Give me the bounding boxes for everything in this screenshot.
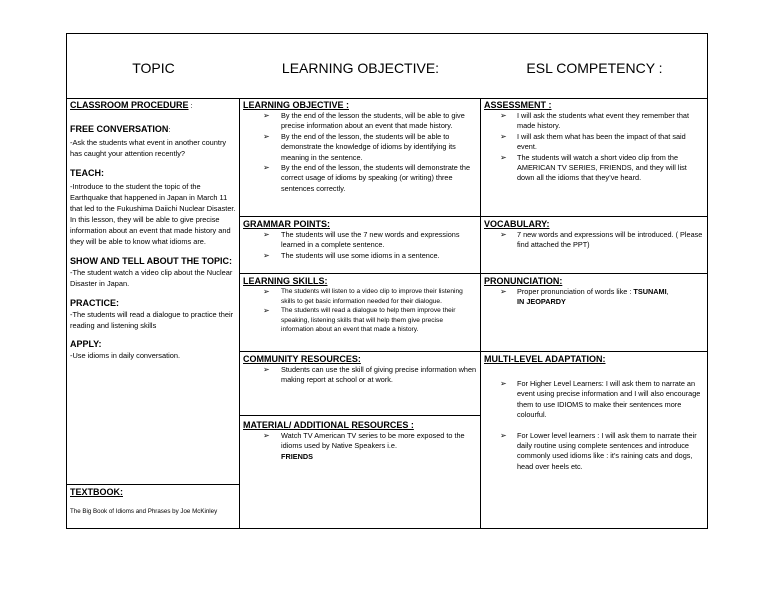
multi-level-adaptation-section	[481, 351, 708, 528]
bullet-arrow-icon: ➢	[263, 431, 270, 440]
multi-level-adaptation-title: MULTI-LEVEL ADAPTATION:	[484, 354, 606, 364]
list-item: ➢ For Lower level learners : I will ask them to narrate their daily routine using complete sentences and introduce commonly used idioms like : it’s raining cats and dogs, head over heels etc.	[500, 430, 697, 471]
list-item: ➢ By the end of the lesson, the students will be able to demonstrate the knowledge of idioms by identifying its meaning in the sentence.	[263, 131, 456, 162]
assessment-title: ASSESSMENT :	[484, 100, 552, 110]
list-item	[243, 431, 477, 462]
learning-objective-list	[243, 111, 477, 194]
list-item: ➢ The students will use some idioms in a sentence.	[263, 250, 440, 260]
multi-level-adaptation-list	[484, 379, 705, 472]
bullet-arrow-icon: ➢	[500, 131, 507, 141]
pronunciation-title: PRONUNCIATION:	[484, 276, 563, 286]
bullet-arrow-icon: ➢	[500, 152, 507, 162]
bullet-arrow-icon: ➢	[263, 250, 270, 260]
free-conversation-text: -Ask the students what event in another country has caught your attention recently?	[70, 138, 227, 158]
learning-objective-section	[240, 98, 480, 216]
bullet-arrow-icon: ➢	[500, 379, 507, 388]
textbook-title: TEXTBOOK:	[70, 487, 123, 497]
bullet-arrow-icon: ➢	[263, 287, 270, 296]
teach-text: -Introduce to the student the topic of the Earthquake that happened in Japan in March 11 that led to the Fukushima Daiichi Nuclear Disaster. In this lesson, they will be able to give precise information about an event that made history and they will be able to know what idioms are.	[70, 182, 236, 246]
community-resources-list	[243, 365, 477, 386]
vocabulary-list	[484, 230, 705, 251]
in-jeopardy-label: IN JEOPARDY	[517, 297, 566, 307]
practice-text: -The students will read a dialogue to practice their reading and listening skills	[70, 310, 234, 330]
classroom-procedure-title: CLASSROOM PROCEDURE	[70, 100, 189, 110]
grammar-points-section	[240, 216, 480, 273]
show-and-tell-title: SHOW AND TELL ABOUT THE TOPIC:	[70, 256, 232, 266]
learning-skills-title: LEARNING SKILLS:	[243, 276, 328, 286]
material-resources-section	[240, 415, 480, 528]
free-conversation-title: FREE CONVERSATION	[70, 124, 169, 134]
classroom-procedure-section	[67, 98, 239, 488]
list-item: ➢ By the end of the lesson, the students will demonstrate the correct usage of idioms by speaking (or writing) three sentences correctly.	[263, 163, 471, 193]
list-item	[484, 287, 705, 308]
textbook-text: The Big Book of Idioms and Phrases by Joe McKinley	[70, 508, 218, 515]
list-item: ➢ The students will read a dialogue to help them improve their speaking, listening skills that will help them give precise information about an event that made a history.	[263, 306, 456, 334]
practice-title: PRACTICE:	[70, 298, 119, 308]
pronunciation-separator: ,	[666, 287, 669, 296]
bullet-arrow-icon: ➢	[500, 230, 507, 239]
teach-title: TEACH:	[70, 168, 104, 178]
list-item: ➢ Students can use the skill of giving precise information when making report at school or at work.	[263, 365, 477, 385]
list-item: ➢ By the end of the lesson the students, will be able to give precise information about an event that made history.	[263, 111, 465, 131]
list-item: ➢ The students will watch a short video clip from the AMERICAN TV SERIES, FRIENDS, and they will list down all the idioms that they’ve heard.	[500, 152, 687, 183]
vocabulary-title: VOCABULARY:	[484, 219, 550, 229]
topic-column	[67, 98, 240, 528]
pronunciation-section	[481, 273, 708, 351]
learning-skills-list	[243, 287, 477, 335]
community-resources-section	[240, 351, 480, 415]
header-learning-objective: LEARNING OBJECTIVE:	[281, 60, 440, 76]
apply-title: APPLY:	[70, 339, 102, 349]
grammar-points-title: GRAMMAR POINTS:	[243, 219, 330, 229]
bullet-arrow-icon: ➢	[263, 131, 270, 141]
learning-objective-column	[240, 98, 481, 528]
grammar-points-list	[243, 230, 477, 261]
header-topic: TOPIC	[132, 60, 175, 76]
list-item: ➢ I will ask the students what event they remember that made history.	[500, 111, 689, 131]
friends-label: FRIENDS	[281, 451, 314, 461]
list-item: ➢ I will ask them what has been the impact of that said event.	[500, 131, 686, 152]
textbook-section	[67, 484, 239, 528]
bullet-arrow-icon: ➢	[263, 365, 270, 374]
show-and-tell-text: -The student watch a video clip about the Nuclear Disaster in Japan.	[70, 268, 233, 288]
material-resources-title: MATERIAL/ ADDITIONAL RESOURCES :	[243, 420, 414, 430]
pronunciation-text: Proper pronunciation of words like :	[517, 287, 632, 296]
tsunami-label: TSUNAMI	[633, 287, 667, 296]
classroom-procedure-colon: :	[188, 101, 193, 110]
list-item: ➢ The students will use the 7 new words and expressions learned in a complete sentence.	[263, 230, 460, 250]
esl-competency-column	[481, 98, 708, 528]
bullet-arrow-icon: ➢	[263, 163, 270, 173]
bullet-arrow-icon: ➢	[500, 430, 507, 440]
list-item: ➢ For Higher Level Learners: I will ask them to narrate an event using precise information and I will also encourage them to use IDIOMS to make their sentences more colourful.	[500, 379, 701, 420]
free-conversation-colon: :	[168, 125, 171, 134]
vocabulary-section	[481, 216, 708, 273]
learning-skills-section	[240, 273, 480, 351]
learning-objective-title: LEARNING OBJECTIVE :	[243, 100, 350, 110]
bullet-arrow-icon: ➢	[500, 111, 507, 120]
assessment-section	[481, 98, 708, 216]
material-resources-list	[243, 431, 477, 462]
community-resources-title: COMMUNITY RESOURCES:	[243, 354, 361, 364]
material-text: Watch TV American TV series to be more exposed to the idioms used by Native Speakers i.e.	[281, 431, 465, 451]
bullet-arrow-icon: ➢	[263, 111, 270, 120]
bullet-arrow-icon: ➢	[500, 287, 507, 296]
header-esl-competency: ESL COMPETENCY :	[526, 60, 663, 76]
lesson-plan-table	[66, 33, 708, 529]
list-item: ➢ The students will listen to a video clip to improve their listening skills to get basic information needed for their dialogue.	[263, 287, 463, 305]
bullet-arrow-icon: ➢	[263, 306, 270, 316]
list-item: ➢ 7 new words and expressions will be introduced. ( Please find attached the PPT)	[500, 230, 703, 250]
assessment-list	[484, 111, 705, 184]
bullet-arrow-icon: ➢	[263, 230, 270, 239]
apply-text: -Use idioms in daily conversation.	[70, 351, 181, 360]
header-row	[67, 34, 707, 99]
pronunciation-list	[484, 287, 705, 308]
